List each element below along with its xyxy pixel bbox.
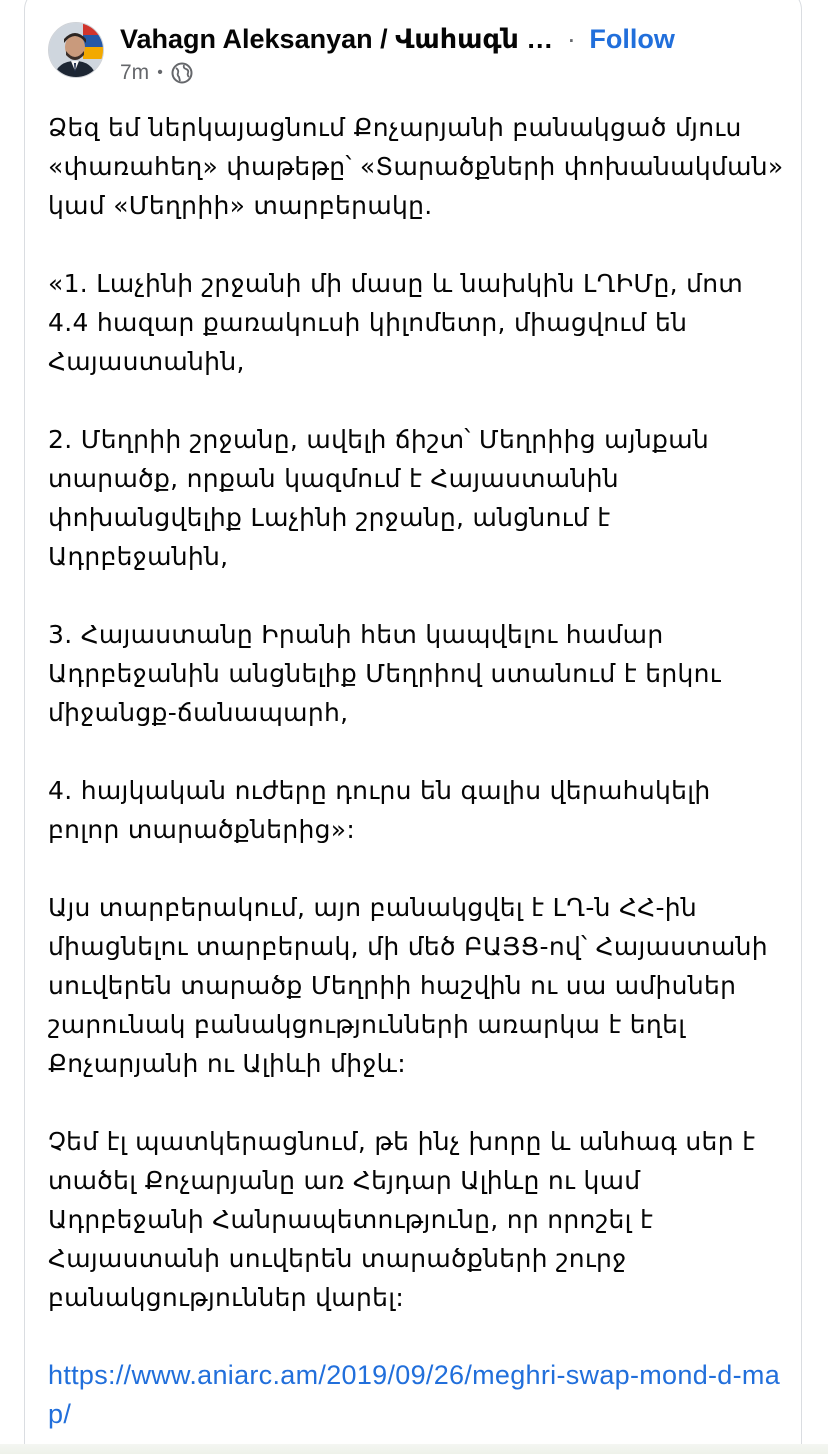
link-preview-edge (0, 1444, 828, 1454)
post-link[interactable]: https://www.aniarc.am/2019/09/26/meghri-swap-mond-d-map/ (48, 1360, 781, 1429)
post-paragraph: Այս տարբերակում, այո բանակցվել է ԼՂ-ն ՀՀ-ին միացնելու տարբերակ, մի մեծ ԲԱՅՑ-ով՝ Հայաստանի սուվերեն տարածք Մեղրիի հաշվին ու սա ամիսներ շարունակ բանակցությունների առարկա է եղել Քոչարյանի ու Ալիևի միջև: (48, 893, 768, 1078)
follow-button[interactable]: Follow (589, 24, 675, 54)
post-paragraph: 4. հայկական ուժերը դուրս են գալիս վերահսկելի բոլոր տարածքներից»: (48, 776, 711, 844)
avatar-image (49, 23, 104, 78)
globe-icon[interactable] (171, 62, 193, 84)
post-text (48, 108, 788, 1434)
name-separator: · (566, 24, 576, 54)
post-paragraph: Ձեզ եմ ներկայացնում Քոչարյանի բանակցած մյուս «փառահեղ» փաթեթը՝ «Տարածքների փոխանակման» կամ «Մեղրիի» տարբերակը. (48, 113, 784, 220)
post-header (48, 22, 788, 84)
author-line (120, 22, 788, 56)
post-paragraph: «1. Լաչինի շրջանի մի մասը և նախկին ԼՂԻՄը, մոտ 4.4 հազար քառակուսի կիլոմետր, միացվում են Հայաստանին, (48, 269, 744, 376)
meta-separator: • (157, 64, 163, 81)
post-paragraph: 3. Հայաստանը Իրանի հետ կապվելու համար Ադրբեջանին անցնելիք Մեղրիով ստանում է երկու միջանցք-ճանապարհ, (48, 620, 721, 727)
author-name[interactable]: Vahagn Aleksanyan / Վահագն … (120, 24, 554, 54)
author-avatar[interactable] (48, 22, 104, 78)
post-meta (120, 60, 193, 86)
post-timestamp[interactable]: 7m (120, 61, 150, 84)
post-paragraph: Չեմ էլ պատկերացնում, թե ինչ խորը և անհագ սեր է տածել Քոչարյանը առ Հեյդար Ալիևը ու կամ Ադրբեջանի Հանրապետությունը, որ որոշել է Հայաստանի սուվերեն տարածքների շուրջ բանակցություններ վարել: (48, 1127, 756, 1312)
post-paragraph: 2. Մեղրիի շրջանը, ավելի ճիշտ՝ Մեղրիից այնքան տարածք, որքան կազմում է Հայաստանին փոխանցվելիք Լաչինի շրջանը, անցնում է Ադրբեջանին, (48, 425, 709, 571)
